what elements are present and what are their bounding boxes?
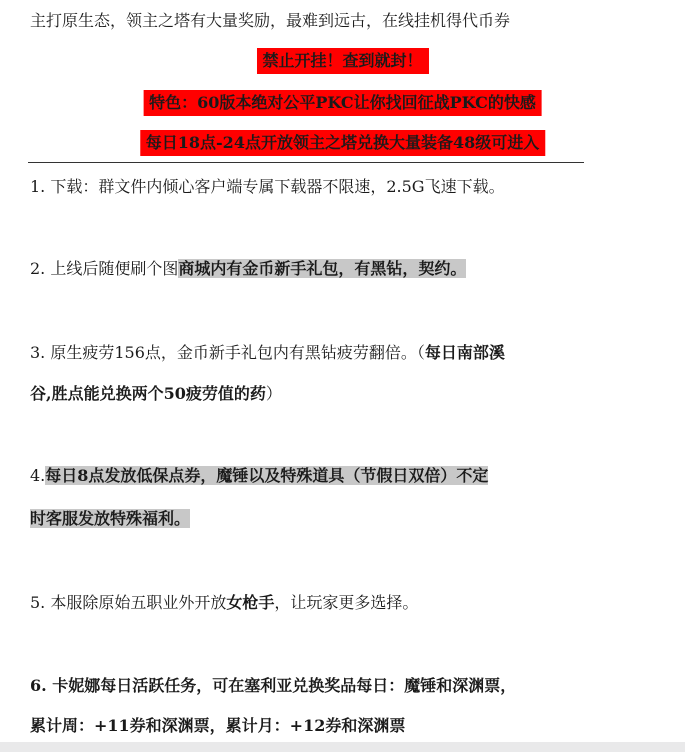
list-item-5 [30, 590, 418, 616]
list-item-6-cont [30, 713, 405, 739]
list-item-2 [30, 256, 466, 282]
item-4-num: 4. [30, 466, 46, 485]
feature-banner: 特色：60版本绝对公平PKC让你找回征战PKC的快感 [143, 90, 542, 116]
item-2-highlight: 商城内有金币新手礼包，有黑钻，契约。 [178, 259, 467, 278]
item-6-text: 6. 卡妮娜每日活跃任务，可在塞利亚兑换奖品每日：魔锤和深渊票， [30, 676, 517, 695]
item-6-text-cont: 累计周：+11券和深渊票，累计月：+12券和深渊票 [30, 716, 406, 735]
schedule-banner: 每日18点-24点开放领主之塔兑换大量装备48级可进入 [140, 130, 545, 156]
list-item-4 [30, 463, 488, 489]
item-4-highlight: 每日8点发放低保点券，魔锤以及特殊道具（节假日双倍）不定 [45, 466, 489, 485]
item-3-bold: 每日南部溪 [424, 343, 505, 362]
item-2-text: 2. 上线后随便刷个图 [30, 259, 179, 278]
item-1-text: 1. 下载：群文件内倾心客户端专属下载器不限速，2.5G飞速下载。 [30, 177, 505, 196]
item-5-bold: 女枪手 [226, 593, 275, 612]
list-item-3 [30, 340, 505, 366]
divider-line [28, 162, 584, 163]
list-item-6 [30, 673, 516, 699]
item-3-close: ） [265, 384, 282, 403]
bottom-band [0, 742, 685, 752]
item-3-bold-cont: 谷,胜点能兑换两个50疲劳值的药 [30, 384, 266, 403]
list-item-4-cont [30, 506, 190, 532]
item-5-text: 5. 本服除原始五职业外开放 [30, 593, 227, 612]
intro-text: 主打原生态，领主之塔有大量奖励，最难到远古，在线挂机得代币券 [30, 11, 511, 30]
item-3-text: 3. 原生疲劳156点，金币新手礼包内有黑钻疲劳翻倍。（ [30, 343, 425, 362]
item-4-highlight-cont: 时客服发放特殊福利。 [30, 509, 191, 528]
warning-banner: 禁止开挂！查到就封！ [256, 48, 428, 74]
list-item-1 [30, 174, 505, 200]
item-5-text-end: ，让玩家更多选择。 [274, 593, 419, 612]
list-item-3-cont [30, 381, 282, 407]
